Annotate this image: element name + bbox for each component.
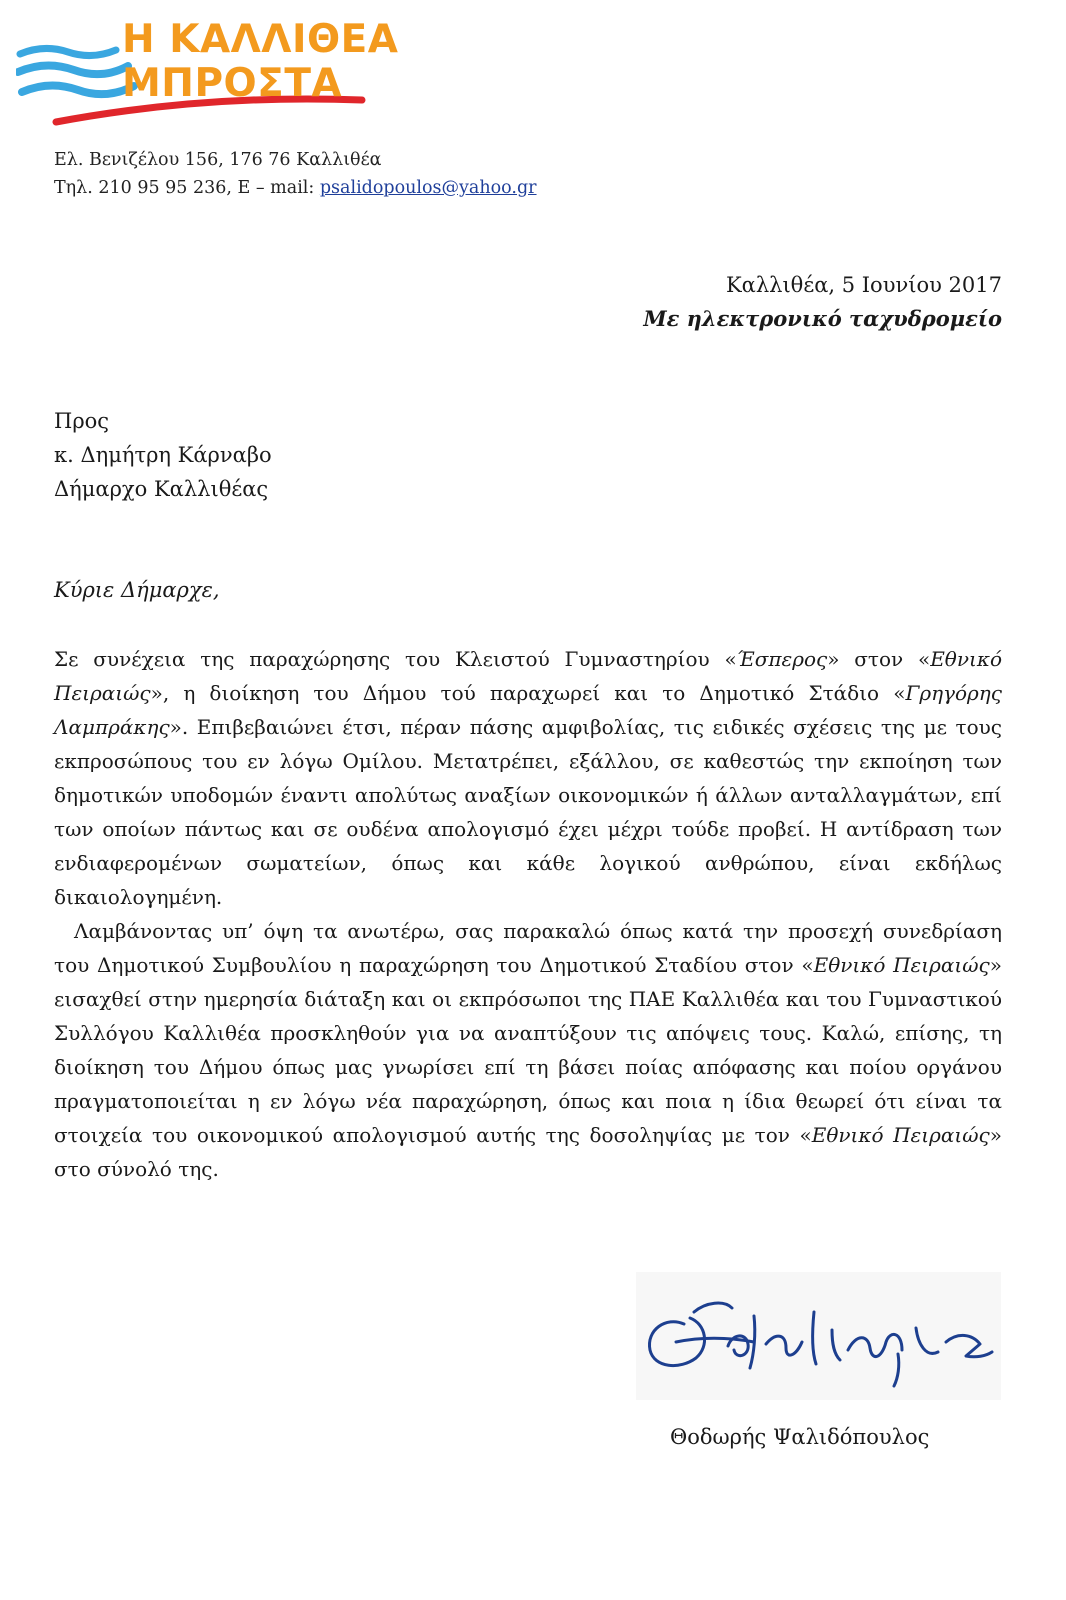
contact-info	[54, 146, 537, 202]
party-logo	[16, 14, 399, 132]
text-run: », η διοίκηση του Δήμου τού παραχωρεί και το Δημοτικό Στάδιο «	[150, 681, 906, 705]
body-paragraph	[54, 642, 1002, 914]
text-run: Σε συνέχεια της παραχώρησης του Κλειστού Γυμναστηρίου «	[54, 647, 737, 671]
contact-phone-line	[54, 174, 537, 202]
logo-title-line2: ΜΠΡΟΣΤΑ	[122, 61, 343, 106]
recipient-to: Προς	[54, 409, 110, 433]
letter-date: Καλλιθέα, 5 Ιουνίου 2017	[725, 273, 1002, 297]
text-run: ». Επιβεβαιώνει έτσι, πέραν πάσης αμφιβολίας, τις ειδικές σχέσεις της με τους εκπροσώπους του εν λόγω Ομίλου. Μετατρέπει, εξάλλου, σε καθεστώς την εκποίηση των δημοτικών υποδομών έναντι απολύτως αναξίων οικονομικών ή άλλων ανταλλαγμάτων, επί των οποίων πάντως και σε ουδένα απολογισμό έχει μέχρι τούδε προβεί. Η αντίδραση των ενδιαφερομένων σωματείων, όπως και κάθε λογικού ανθρώπου, είναι εκδήλως δικαιολογημένη.	[54, 715, 1002, 909]
body-paragraph	[54, 914, 1002, 1186]
italic-text-run: Γρηγόρης Λαμπράκης	[54, 681, 1002, 739]
italic-text-run: Εθνικό Πειραιώς	[54, 647, 1002, 705]
salutation: Κύριε Δήμαρχε,	[54, 578, 220, 602]
letter-body	[54, 642, 1002, 1186]
recipient-block	[54, 404, 272, 506]
logo-title-line1: Η ΚΑΛΛΙΘΕΑ	[122, 17, 399, 62]
signature-image	[636, 1272, 1001, 1400]
italic-text-run: Έσπερος	[736, 647, 828, 671]
recipient-name: κ. Δημήτρη Κάρναβο	[54, 443, 272, 467]
handwritten-signature-icon	[636, 1272, 1001, 1400]
italic-text-run: Εθνικό Πειραιώς	[813, 953, 990, 977]
text-run: » εισαχθεί στην ημερησία διάταξη και οι εκπρόσωποι της ΠΑΕ Καλλιθέα και του Γυμναστικού Συλλόγου Καλλιθέα προσκληθούν για να αναπτύξουν τις απόψεις τους. Καλώ, επίσης, τη διοίκηση του Δήμου όπως μας γνωρίσει επί τη βάσει ποίας απόφασης και ποίου οργάνου πραγματοποιείται η εν λόγω νέα παραχώρηση, όπως και ποια η ίδια θεωρεί ότι είναι τα στοιχεία του οικονομικού απολογισμού αυτής της δοσοληψίας με τον «	[54, 953, 1002, 1147]
recipient-title: Δήμαρχο Καλλιθέας	[54, 477, 269, 501]
contact-address: Ελ. Βενιζέλου 156, 176 76 Καλλιθέα	[54, 150, 382, 170]
text-run: Λαμβάνοντας υπ’ όψη τα ανωτέρω, σας παρακαλώ όπως κατά την προσεχή συνεδρίαση του Δημοτικού Συμβουλίου η παραχώρηση του Δημοτικού Σταδίου στον «	[54, 919, 1002, 977]
email-link[interactable]: psalidopoulos@yahoo.gr	[319, 178, 537, 198]
signer-name: Θοδωρής Ψαλιδόπουλος	[670, 1425, 930, 1449]
contact-phone: Τηλ. 210 95 95 236, E – mail:	[54, 178, 320, 198]
date-block	[643, 268, 1002, 336]
text-run: » στον «	[827, 647, 931, 671]
italic-text-run: Εθνικό Πειραιώς	[811, 1123, 990, 1147]
delivery-method: Με ηλεκτρονικό ταχυδρομείο	[643, 306, 1002, 331]
text-run: » στο σύνολό της.	[54, 1123, 1002, 1181]
